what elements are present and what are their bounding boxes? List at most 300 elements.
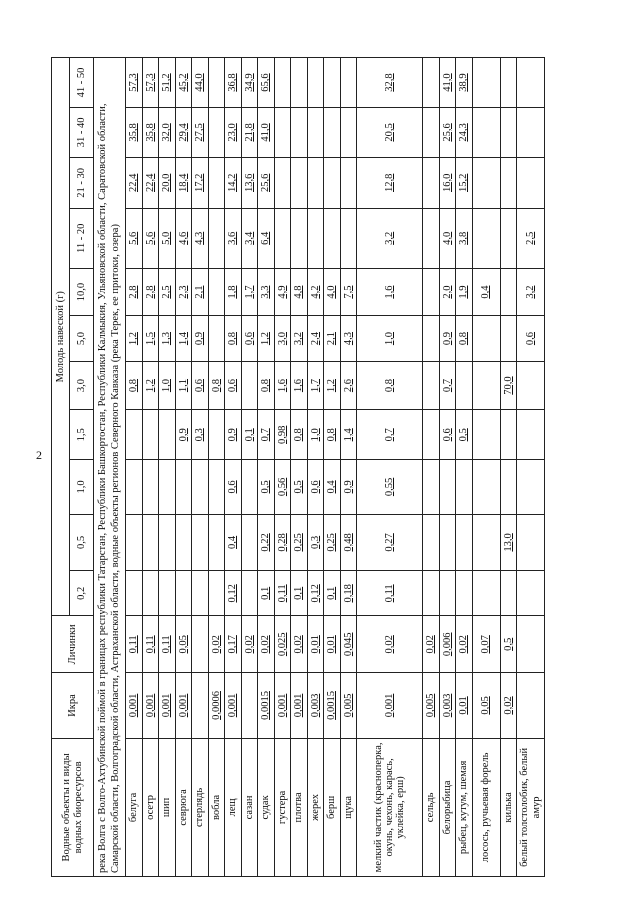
table-cell bbox=[456, 361, 473, 410]
table-cell bbox=[159, 514, 176, 571]
table-cell bbox=[340, 157, 357, 208]
species-name: шип bbox=[159, 738, 176, 876]
table-cell: 4,6 bbox=[175, 208, 192, 268]
table-cell bbox=[175, 571, 192, 616]
table-cell: 0,8 bbox=[357, 361, 423, 410]
table-cell bbox=[192, 514, 209, 571]
table-cell: 0,5 bbox=[258, 460, 275, 514]
table-cell bbox=[142, 460, 159, 514]
table-cell: 57,3 bbox=[126, 58, 143, 108]
table-cell bbox=[423, 208, 440, 268]
table-cell: 1,8 bbox=[225, 268, 242, 316]
table-cell bbox=[126, 514, 143, 571]
table-cell bbox=[126, 460, 143, 514]
table-cell bbox=[517, 361, 545, 410]
table-cell: 6,4 bbox=[258, 208, 275, 268]
table-cell: 0,1 bbox=[241, 410, 258, 460]
table-cell: 0,003 bbox=[307, 673, 324, 739]
table-cell bbox=[500, 208, 517, 268]
table-cell: 0,48 bbox=[340, 514, 357, 571]
table-cell: 1,6 bbox=[291, 361, 308, 410]
region-description: река Волга с Волго-Ахтубинской поймой в границах республики Татарстан, Республики Башкортостан, Республики Калмыкия, Ульяновской области, Саратовской области, Самарской области, Волгоградской области, Астраханской области, водные объекты регионов Северного Кавказа (река Терек, ее притоки, озера) bbox=[94, 58, 126, 877]
table-cell: 0,6 bbox=[225, 361, 242, 410]
table-cell: 0,4 bbox=[472, 268, 500, 316]
table-cell bbox=[241, 673, 258, 739]
table-cell bbox=[291, 157, 308, 208]
table-cell: 0,003 bbox=[439, 673, 456, 739]
table-cell: 0,02 bbox=[258, 616, 275, 673]
table-cell: 1,1 bbox=[175, 361, 192, 410]
table-cell: 3,2 bbox=[291, 316, 308, 361]
table-cell bbox=[175, 460, 192, 514]
table-cell: 1,5 bbox=[142, 316, 159, 361]
table-cell: 0,001 bbox=[159, 673, 176, 739]
table-cell: 0,0015 bbox=[258, 673, 275, 739]
table-cell: 1,0 bbox=[307, 410, 324, 460]
table-cell: 18,4 bbox=[175, 157, 192, 208]
table-cell: 0,001 bbox=[291, 673, 308, 739]
table-cell bbox=[423, 108, 440, 158]
table-cell: 0,025 bbox=[274, 616, 291, 673]
table-row bbox=[208, 58, 225, 877]
table-cell bbox=[500, 571, 517, 616]
table-cell: 0,02 bbox=[291, 616, 308, 673]
table-cell: 0,25 bbox=[291, 514, 308, 571]
table-cell bbox=[500, 268, 517, 316]
table-cell: 3,2 bbox=[517, 268, 545, 316]
table-cell bbox=[159, 460, 176, 514]
table-cell: 65,6 bbox=[258, 58, 275, 108]
table-cell: 0,8 bbox=[324, 410, 341, 460]
table-cell bbox=[472, 361, 500, 410]
species-name: белуга bbox=[126, 738, 143, 876]
weight-column-header: 1,0 bbox=[70, 460, 94, 514]
table-cell bbox=[208, 157, 225, 208]
table-cell: 0,12 bbox=[225, 571, 242, 616]
table-cell: 4,0 bbox=[439, 208, 456, 268]
table-cell: 7,5 bbox=[340, 268, 357, 316]
table-cell bbox=[517, 571, 545, 616]
table-cell: 0,3 bbox=[307, 514, 324, 571]
table-cell bbox=[472, 514, 500, 571]
table-cell: 0,02 bbox=[241, 616, 258, 673]
table-cell bbox=[208, 316, 225, 361]
table-cell: 22,4 bbox=[126, 157, 143, 208]
table-cell: 0,98 bbox=[274, 410, 291, 460]
table-cell: 0,1 bbox=[291, 571, 308, 616]
table-cell bbox=[241, 514, 258, 571]
table-cell: 0,005 bbox=[340, 673, 357, 739]
table-cell: 0,001 bbox=[126, 673, 143, 739]
table-cell bbox=[500, 58, 517, 108]
table-cell bbox=[274, 108, 291, 158]
table-cell: 0,9 bbox=[340, 460, 357, 514]
table-cell: 0,7 bbox=[357, 410, 423, 460]
table-cell: 0,11 bbox=[274, 571, 291, 616]
table-cell: 0,6 bbox=[192, 361, 209, 410]
table-cell: 0,6 bbox=[241, 316, 258, 361]
table-cell: 12,8 bbox=[357, 157, 423, 208]
table-row bbox=[324, 58, 341, 877]
table-cell: 0,4 bbox=[225, 514, 242, 571]
weight-column-header: 11 - 20 bbox=[70, 208, 94, 268]
weight-column-header: 3,0 bbox=[70, 361, 94, 410]
table-cell bbox=[307, 108, 324, 158]
table-cell: 25,6 bbox=[439, 108, 456, 158]
table-cell bbox=[423, 316, 440, 361]
table-cell: 4,3 bbox=[340, 316, 357, 361]
table-cell: 5,0 bbox=[159, 208, 176, 268]
species-name: рыбец, кутум, шемая bbox=[456, 738, 473, 876]
weight-column-header: 10,0 bbox=[70, 268, 94, 316]
table-cell: 0,005 bbox=[423, 673, 440, 739]
table-cell: 0,11 bbox=[142, 616, 159, 673]
table-cell: 0,28 bbox=[274, 514, 291, 571]
table-cell: 0,3 bbox=[192, 410, 209, 460]
table-cell bbox=[517, 157, 545, 208]
table-cell bbox=[208, 460, 225, 514]
table-cell: 0,8 bbox=[126, 361, 143, 410]
lichinki-column-header: Личинки bbox=[52, 616, 94, 673]
species-name: густера bbox=[274, 738, 291, 876]
table-cell: 0,9 bbox=[175, 410, 192, 460]
molod-group-header: Молодь навеской (г) bbox=[52, 58, 70, 617]
table-cell: 44,0 bbox=[192, 58, 209, 108]
table-cell bbox=[192, 460, 209, 514]
table-row bbox=[175, 58, 192, 877]
table-cell: 25,6 bbox=[258, 157, 275, 208]
table-cell bbox=[439, 514, 456, 571]
table-cell: 45,2 bbox=[175, 58, 192, 108]
table-cell: 5,6 bbox=[126, 208, 143, 268]
table-cell bbox=[500, 410, 517, 460]
table-cell bbox=[439, 460, 456, 514]
table-cell bbox=[472, 571, 500, 616]
table-cell bbox=[500, 108, 517, 158]
table-cell bbox=[472, 410, 500, 460]
species-name: сазан bbox=[241, 738, 258, 876]
table-cell bbox=[423, 514, 440, 571]
weight-column-header: 1,5 bbox=[70, 410, 94, 460]
table-cell: 2,5 bbox=[517, 208, 545, 268]
species-name: белорыбица bbox=[439, 738, 456, 876]
table-cell: 0,8 bbox=[208, 361, 225, 410]
table-cell bbox=[208, 410, 225, 460]
table-cell bbox=[340, 58, 357, 108]
table-cell bbox=[126, 410, 143, 460]
table-cell bbox=[500, 157, 517, 208]
table-cell: 0,6 bbox=[439, 410, 456, 460]
table-cell bbox=[517, 410, 545, 460]
table-cell: 0,02 bbox=[208, 616, 225, 673]
table-cell: 4,8 bbox=[291, 268, 308, 316]
table-cell bbox=[472, 58, 500, 108]
species-name: стерлядь bbox=[192, 738, 209, 876]
table-cell: 0,02 bbox=[423, 616, 440, 673]
table-cell: 51,2 bbox=[159, 58, 176, 108]
table-cell: 3,2 bbox=[357, 208, 423, 268]
table-cell: 0,0015 bbox=[324, 673, 341, 739]
table-cell: 0,1 bbox=[258, 571, 275, 616]
table-row bbox=[142, 58, 159, 877]
table-cell: 0,55 bbox=[357, 460, 423, 514]
table-cell: 13,6 bbox=[241, 157, 258, 208]
table-cell bbox=[208, 268, 225, 316]
table-cell: 0,56 bbox=[274, 460, 291, 514]
table-cell bbox=[517, 58, 545, 108]
table-cell: 1,4 bbox=[175, 316, 192, 361]
table-row bbox=[126, 58, 143, 877]
table-cell: 34,9 bbox=[241, 58, 258, 108]
table-cell bbox=[291, 108, 308, 158]
table-cell: 0,12 bbox=[307, 571, 324, 616]
table-row bbox=[472, 58, 500, 877]
table-cell: 1,4 bbox=[340, 410, 357, 460]
table-cell: 0,05 bbox=[472, 673, 500, 739]
table-cell bbox=[456, 460, 473, 514]
table-cell: 5,6 bbox=[142, 208, 159, 268]
table-cell: 41,0 bbox=[258, 108, 275, 158]
table-cell bbox=[126, 571, 143, 616]
table-cell: 0,11 bbox=[357, 571, 423, 616]
species-name: судак bbox=[258, 738, 275, 876]
table-cell bbox=[340, 108, 357, 158]
table-cell: 0,01 bbox=[456, 673, 473, 739]
table-cell: 15,2 bbox=[456, 157, 473, 208]
table-cell: 1,2 bbox=[258, 316, 275, 361]
table-cell: 0,22 bbox=[258, 514, 275, 571]
table-cell bbox=[472, 316, 500, 361]
table-cell bbox=[175, 514, 192, 571]
table-cell: 3,3 bbox=[258, 268, 275, 316]
table-cell: 4,2 bbox=[307, 268, 324, 316]
table-row bbox=[357, 58, 423, 877]
table-cell: 0,001 bbox=[175, 673, 192, 739]
table-cell: 2,1 bbox=[192, 268, 209, 316]
table-cell: 27,5 bbox=[192, 108, 209, 158]
ikra-column-header: Икра bbox=[52, 673, 94, 739]
table-cell: 0,27 bbox=[357, 514, 423, 571]
table-cell bbox=[472, 208, 500, 268]
table-cell: 0,6 bbox=[307, 460, 324, 514]
table-cell: 1,2 bbox=[126, 316, 143, 361]
table-cell: 1,6 bbox=[357, 268, 423, 316]
table-cell bbox=[472, 460, 500, 514]
table-cell: 24,3 bbox=[456, 108, 473, 158]
table-cell bbox=[423, 361, 440, 410]
table-cell bbox=[192, 571, 209, 616]
table-row bbox=[307, 58, 324, 877]
table-cell: 0,25 bbox=[324, 514, 341, 571]
table-cell: 0,07 bbox=[472, 616, 500, 673]
table-cell: 57,3 bbox=[142, 58, 159, 108]
table-cell: 0,5 bbox=[456, 410, 473, 460]
table-cell: 0,02 bbox=[456, 616, 473, 673]
table-cell: 0,001 bbox=[142, 673, 159, 739]
table-cell bbox=[517, 514, 545, 571]
species-name: вобла bbox=[208, 738, 225, 876]
table-cell: 14,2 bbox=[225, 157, 242, 208]
table-cell bbox=[456, 514, 473, 571]
table-cell: 0,01 bbox=[324, 616, 341, 673]
table-cell bbox=[324, 208, 341, 268]
table-cell: 0,02 bbox=[500, 673, 517, 739]
table-cell: 0,6 bbox=[517, 316, 545, 361]
table-row bbox=[439, 58, 456, 877]
table-cell: 2,0 bbox=[439, 268, 456, 316]
table-cell: 3,6 bbox=[225, 208, 242, 268]
table-cell bbox=[291, 208, 308, 268]
weight-column-header: 21 - 30 bbox=[70, 157, 94, 208]
table-cell: 1,0 bbox=[159, 361, 176, 410]
species-name: жерех bbox=[307, 738, 324, 876]
table-cell: 4,0 bbox=[324, 268, 341, 316]
weight-column-header: 5,0 bbox=[70, 316, 94, 361]
table-cell bbox=[517, 673, 545, 739]
table-cell: 1,0 bbox=[357, 316, 423, 361]
table-cell bbox=[517, 616, 545, 673]
table-cell bbox=[307, 58, 324, 108]
table-cell bbox=[423, 157, 440, 208]
table-cell: 4,9 bbox=[274, 268, 291, 316]
table-cell: 2,4 bbox=[307, 316, 324, 361]
table-cell bbox=[274, 58, 291, 108]
weight-column-header: 41 - 50 bbox=[70, 58, 94, 108]
table-cell: 0,18 bbox=[340, 571, 357, 616]
table-cell: 0,1 bbox=[324, 571, 341, 616]
table-cell: 32,8 bbox=[357, 58, 423, 108]
table-cell: 35,8 bbox=[142, 108, 159, 158]
table-row bbox=[159, 58, 176, 877]
table-cell bbox=[307, 208, 324, 268]
table-cell: 3,0 bbox=[274, 316, 291, 361]
table-cell bbox=[241, 460, 258, 514]
table-cell: 1,7 bbox=[307, 361, 324, 410]
table-cell: 2,5 bbox=[159, 268, 176, 316]
table-cell: 0,9 bbox=[225, 410, 242, 460]
fish-weight-table bbox=[51, 57, 545, 877]
table-cell: 0,001 bbox=[274, 673, 291, 739]
page-number: 2 bbox=[36, 448, 42, 462]
table-cell bbox=[307, 157, 324, 208]
table-cell: 21,8 bbox=[241, 108, 258, 158]
table-cell: 22,4 bbox=[142, 157, 159, 208]
table-cell: 38,9 bbox=[456, 58, 473, 108]
table-cell bbox=[159, 571, 176, 616]
table-cell bbox=[500, 316, 517, 361]
table-cell: 41,0 bbox=[439, 58, 456, 108]
table-cell bbox=[192, 673, 209, 739]
table-cell: 1,3 bbox=[159, 316, 176, 361]
table-cell: 3,8 bbox=[456, 208, 473, 268]
table-cell: 0,4 bbox=[324, 460, 341, 514]
table-cell bbox=[472, 157, 500, 208]
table-cell: 1,2 bbox=[142, 361, 159, 410]
table-cell: 0,9 bbox=[192, 316, 209, 361]
table-cell bbox=[274, 208, 291, 268]
table-cell: 36,8 bbox=[225, 58, 242, 108]
table-cell: 0,11 bbox=[126, 616, 143, 673]
table-cell: 2,3 bbox=[175, 268, 192, 316]
table-cell: 0,7 bbox=[439, 361, 456, 410]
table-cell: 4,3 bbox=[192, 208, 209, 268]
table-cell: 0,006 bbox=[439, 616, 456, 673]
table-cell: 1,2 bbox=[324, 361, 341, 410]
table-row bbox=[423, 58, 440, 877]
table-cell: 1,9 bbox=[456, 268, 473, 316]
species-column-header: Водные объекты и виды водных биоресурсов bbox=[52, 738, 94, 876]
table-cell: 0,001 bbox=[225, 673, 242, 739]
table-cell bbox=[439, 571, 456, 616]
table-cell bbox=[500, 460, 517, 514]
table-cell bbox=[208, 208, 225, 268]
table-row bbox=[291, 58, 308, 877]
species-name: белый толстолобик, белый амур bbox=[517, 738, 545, 876]
table-cell bbox=[208, 514, 225, 571]
table-cell bbox=[208, 571, 225, 616]
table-cell: 3,4 bbox=[241, 208, 258, 268]
table-cell bbox=[142, 410, 159, 460]
table-cell bbox=[291, 58, 308, 108]
table-cell: 0,0006 bbox=[208, 673, 225, 739]
table-cell: 0,045 bbox=[340, 616, 357, 673]
table-cell bbox=[159, 410, 176, 460]
table-cell: 1,7 bbox=[241, 268, 258, 316]
table-cell: 32,0 bbox=[159, 108, 176, 158]
table-row bbox=[456, 58, 473, 877]
table-row bbox=[258, 58, 275, 877]
table-row bbox=[225, 58, 242, 877]
table-cell: 0,001 bbox=[357, 673, 423, 739]
table-cell bbox=[241, 361, 258, 410]
table-cell bbox=[142, 571, 159, 616]
table-cell: 13,0 bbox=[500, 514, 517, 571]
species-name: килька bbox=[500, 738, 517, 876]
table-cell: 35,8 bbox=[126, 108, 143, 158]
species-name: мелкий частик (красноперка, окунь, чехонь, карась, уклейка, ерш) bbox=[357, 738, 423, 876]
species-name: лещ bbox=[225, 738, 242, 876]
species-name: севрюга bbox=[175, 738, 192, 876]
table-cell: 2,8 bbox=[142, 268, 159, 316]
table-cell: 16,0 bbox=[439, 157, 456, 208]
table-cell bbox=[456, 571, 473, 616]
table-cell: 0,8 bbox=[291, 410, 308, 460]
table-cell: 1,6 bbox=[274, 361, 291, 410]
species-name: берш bbox=[324, 738, 341, 876]
table-cell bbox=[423, 268, 440, 316]
table-row bbox=[274, 58, 291, 877]
table-cell bbox=[208, 58, 225, 108]
table-cell: 29,4 bbox=[175, 108, 192, 158]
table-cell: 0,8 bbox=[456, 316, 473, 361]
table-cell bbox=[423, 58, 440, 108]
table-cell: 0,11 bbox=[159, 616, 176, 673]
rotated-table-container bbox=[51, 57, 587, 877]
table-cell: 23,0 bbox=[225, 108, 242, 158]
table-cell bbox=[324, 108, 341, 158]
table-cell bbox=[324, 58, 341, 108]
table-cell: 20,5 bbox=[357, 108, 423, 158]
table-cell: 0,8 bbox=[225, 316, 242, 361]
species-name: плотва bbox=[291, 738, 308, 876]
table-row bbox=[517, 58, 545, 877]
table-cell bbox=[324, 157, 341, 208]
table-cell bbox=[208, 108, 225, 158]
table-row bbox=[192, 58, 209, 877]
table-cell: 2,8 bbox=[126, 268, 143, 316]
species-name: сельдь bbox=[423, 738, 440, 876]
table-cell bbox=[423, 571, 440, 616]
